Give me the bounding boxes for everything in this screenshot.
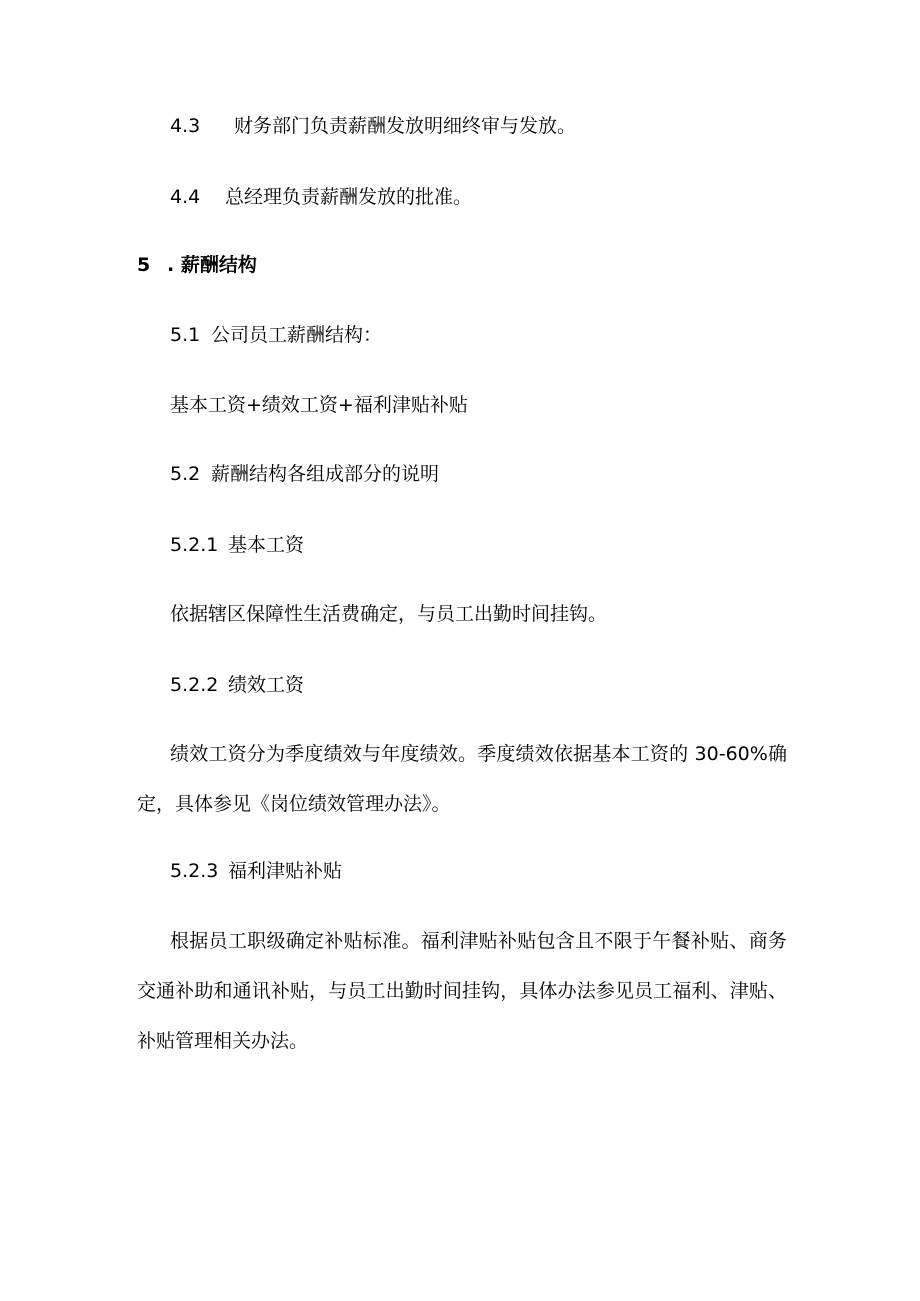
clause-number: 4.3: [170, 115, 201, 137]
salary-structure-formula: 基本工资+绩效工资+福利津贴补贴: [170, 394, 468, 416]
welfare-allowance-description: 根据员工职级确定补贴标准。福利津贴补贴包含且不限于午餐补贴、商务交通补助和通讯补贴，与员工出勤时间挂钩，具体办法参见员工福利、津贴、补贴管理相关办法。: [137, 930, 787, 1052]
clause-text: 财务部门负责薪酬发放明细终审与发放。: [234, 115, 577, 137]
clause-number: 5.2.3: [170, 860, 219, 882]
clause-number: 5.2.1: [170, 534, 219, 556]
clause-number: 4.4: [170, 186, 201, 208]
performance-salary-description: 绩效工资分为季度绩效与年度绩效。季度绩效依据基本工资的 30-60%确定，具体参见《岗位绩效管理办法》。: [137, 743, 787, 815]
clause-5-2-2: [170, 672, 304, 698]
clause-5-2-3: [170, 858, 342, 884]
clause-number: 5.2.2: [170, 674, 219, 696]
section-heading-5: [137, 252, 257, 278]
clause-4-3: [170, 113, 576, 139]
clause-5-2-1: [170, 532, 304, 558]
basic-salary-description: 依据辖区保障性生活费确定，与员工出勤时间挂钩。: [170, 603, 608, 625]
clause-number: 5.2: [170, 463, 201, 485]
clause-5-1: [170, 322, 382, 348]
clause-4-4: [170, 184, 472, 210]
clause-text: 薪酬结构各组成部分的说明: [211, 463, 440, 485]
clause-text: 公司员工薪酬结构：: [211, 324, 383, 346]
clause-text: 总经理负责薪酬发放的批准。: [225, 186, 473, 208]
clause-5-2: [170, 461, 439, 487]
clause-text: 基本工资: [228, 534, 305, 556]
clause-text: 福利津贴补贴: [228, 860, 343, 882]
section-title: . 薪酬结构: [167, 254, 257, 276]
clause-text: 绩效工资: [228, 674, 305, 696]
clause-number: 5.1: [170, 324, 201, 346]
section-number: 5: [137, 254, 151, 276]
